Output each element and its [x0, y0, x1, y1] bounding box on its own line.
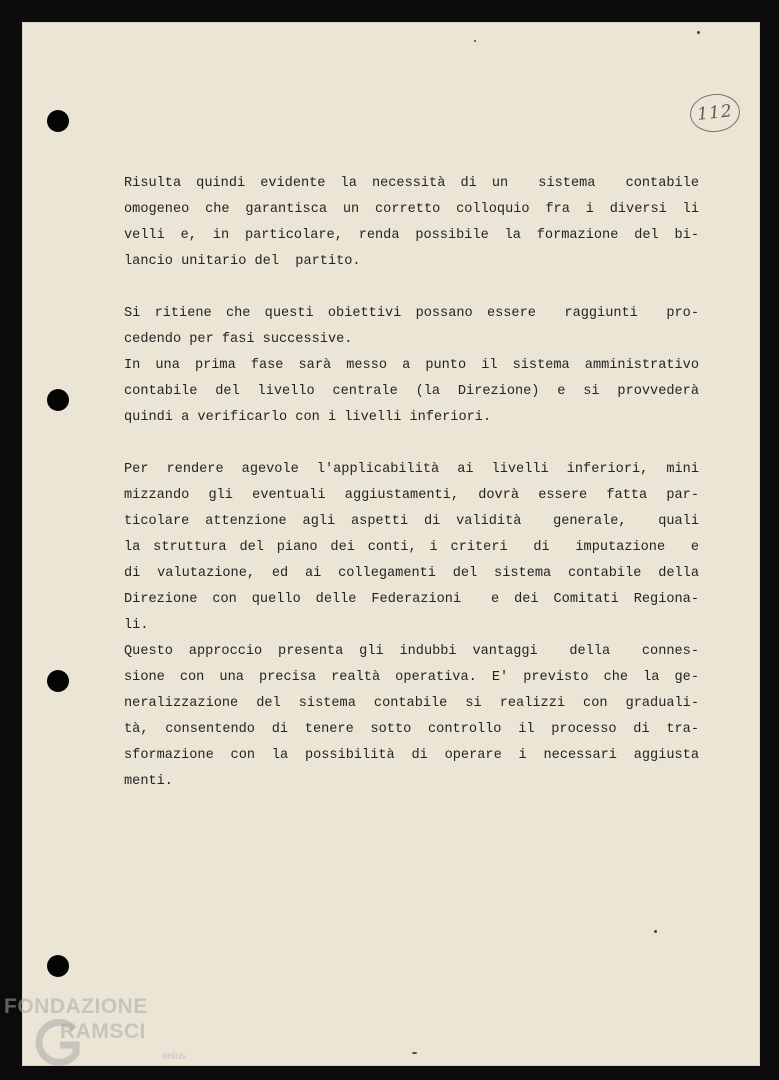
text-line: sformazione con la possibilità di operare i necessari aggiusta — [124, 748, 699, 763]
text-line: Questo approccio presenta gli indubbi vantaggi della connes- — [124, 644, 699, 659]
paragraph — [124, 353, 699, 431]
fondazione-gramsci-logo — [4, 995, 194, 1075]
text-line: menti. — [124, 774, 173, 789]
paragraph — [124, 171, 699, 275]
paper-speck — [654, 930, 657, 933]
document-body — [124, 171, 699, 795]
text-line: sione con una precisa realtà operativa. E' previsto che la ge- — [124, 670, 699, 685]
text-line: tà, consentendo di tenere sotto controllo il processo di tra- — [124, 722, 699, 737]
punch-hole-icon — [47, 955, 69, 977]
paper-speck — [697, 31, 700, 34]
text-line: Per rendere agevole l'applicabilità ai livelli inferiori, mini — [124, 462, 699, 477]
text-line: di valutazione, ed ai collegamenti del sistema contabile della — [124, 566, 699, 581]
text-line: velli e, in particolare, renda possibile la formazione del bi- — [124, 228, 699, 243]
text-line: Direzione con quello delle Federazioni e dei Comitati Regiona- — [124, 592, 699, 607]
text-line: In una prima fase sarà messo a punto il sistema amministrativo — [124, 358, 699, 373]
logo-line1: FONDAZIONE — [4, 995, 148, 1018]
logo-line2: RAMSCI — [60, 1020, 146, 1043]
text-line: ticolare attenzione agli aspetti di validità generale, quali — [124, 514, 699, 529]
text-line: li. — [124, 618, 149, 633]
page-number-stamp: 112 — [688, 91, 742, 134]
punch-hole-icon — [47, 389, 69, 411]
text-line: Si ritiene che questi obiettivi possano essere raggiunti pro- — [124, 306, 699, 321]
text-line: mizzando gli eventuali aggiustamenti, dovrà essere fatta par- — [124, 488, 699, 503]
paper-speck — [474, 40, 476, 42]
text-line: Risulta quindi evidente la necessità di un sistema contabile — [124, 176, 699, 191]
paragraph — [124, 639, 699, 795]
punch-hole-icon — [47, 670, 69, 692]
logo-suffix: onlus — [162, 1051, 186, 1062]
text-line: cedendo per fasi successive. — [124, 332, 353, 347]
text-line: la struttura del piano dei conti, i criteri di imputazione e — [124, 540, 699, 555]
text-line: lancio unitario del partito. — [124, 254, 361, 269]
paragraph — [124, 301, 699, 353]
text-line: neralizzazione del sistema contabile si realizzi con graduali- — [124, 696, 699, 711]
text-line: quindi a verificarlo con i livelli inferiori. — [124, 410, 492, 425]
text-line: omogeneo che garantisca un corretto colloquio fra i diversi li — [124, 202, 699, 217]
punch-hole-icon — [47, 110, 69, 132]
paper-speck — [412, 1052, 417, 1054]
text-line: contabile del livello centrale (la Direzione) e si provvederà — [124, 384, 699, 399]
paragraph — [124, 457, 699, 639]
